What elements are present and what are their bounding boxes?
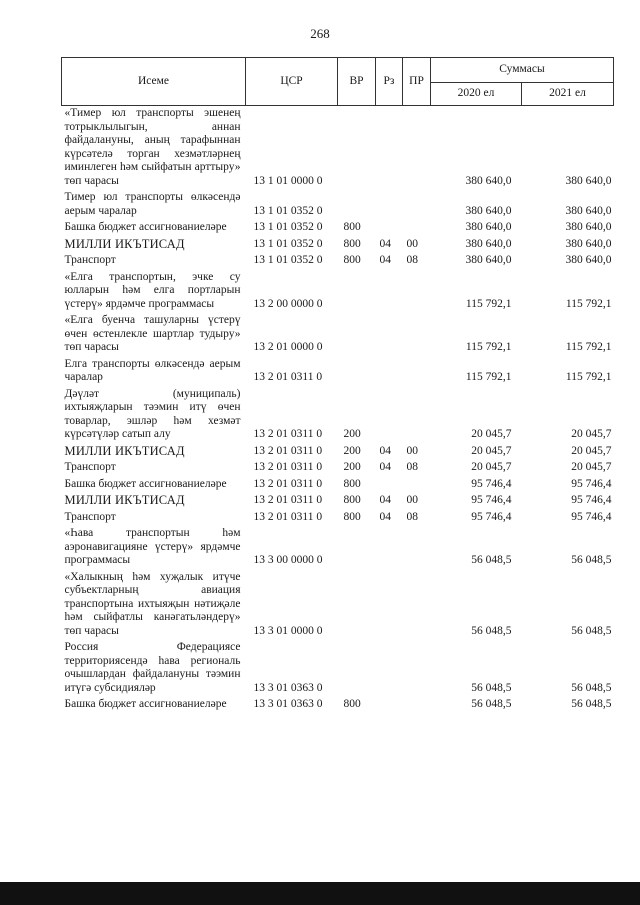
row-rz-code — [376, 357, 403, 387]
row-amount-2021: 95 746,4 — [571, 477, 612, 490]
row-pr-code — [403, 190, 431, 220]
row-rz-code — [376, 526, 403, 570]
row-amount-2020: 95 746,4 — [471, 494, 512, 506]
row-csr-code: 13 2 01 0311 0 — [253, 510, 323, 523]
row-vr-code: 800 — [343, 221, 361, 233]
row-pr-code: 00 — [406, 494, 418, 506]
row-vr-code — [338, 270, 376, 314]
table-row — [62, 477, 614, 494]
row-amount-2020: 56 048,5 — [471, 681, 512, 694]
row-rz-code — [376, 640, 403, 697]
row-csr-code: 13 2 01 0311 0 — [253, 461, 323, 473]
row-amount-2021: 95 746,4 — [571, 510, 612, 523]
row-amount-2020: 380 640,0 — [465, 237, 512, 250]
table-row — [62, 570, 614, 641]
row-csr-code: 13 3 00 0000 0 — [253, 554, 323, 566]
table-row — [62, 237, 614, 254]
row-csr-code: 13 2 01 0311 0 — [253, 444, 323, 457]
row-amount-2020: 380 640,0 — [465, 174, 512, 187]
row-amount-2021: 115 792,1 — [565, 371, 612, 383]
row-amount-2020: 380 640,0 — [465, 221, 512, 233]
header-year-2020: 2020 ел — [431, 83, 522, 106]
row-csr-code: 13 3 01 0363 0 — [253, 698, 323, 710]
row-vr-code: 200 — [343, 461, 361, 473]
header-name: Исеме — [62, 58, 246, 106]
table-row — [62, 460, 614, 477]
row-name: Транспорт — [64, 254, 116, 266]
row-name: Дәүләт (муниципаль) ихтыяҗларын тәэмин итү өчен товарлар, эшләр һәм хезмәт күрсәтүләр сатып алу — [64, 387, 241, 440]
row-amount-2020: 20 045,7 — [471, 428, 512, 440]
row-vr-code: 800 — [343, 494, 361, 506]
table-row — [62, 220, 614, 237]
row-name: МИЛЛИ ИКЪТИСАД — [64, 493, 185, 507]
header-year-2021: 2021 ел — [522, 83, 614, 106]
row-pr-code — [403, 526, 431, 570]
row-amount-2021: 56 048,5 — [571, 624, 612, 637]
row-rz-code — [376, 270, 403, 314]
row-rz-code: 04 — [379, 237, 391, 250]
page-number: 268 — [310, 26, 330, 41]
row-amount-2020: 95 746,4 — [471, 477, 512, 490]
row-amount-2020: 56 048,5 — [471, 698, 512, 710]
row-csr-code: 13 2 01 0311 0 — [253, 494, 323, 506]
row-amount-2020: 20 045,7 — [471, 444, 512, 457]
row-name: МИЛЛИ ИКЪТИСАД — [64, 443, 185, 458]
header-vr: ВР — [338, 58, 376, 106]
row-csr-code: 13 2 01 0000 0 — [253, 341, 323, 353]
row-vr-code: 800 — [343, 698, 361, 710]
table-row — [62, 493, 614, 510]
row-amount-2021: 115 792,1 — [565, 341, 612, 353]
row-vr-code: 800 — [343, 510, 361, 523]
row-amount-2020: 115 792,1 — [465, 341, 512, 353]
row-vr-code — [338, 357, 376, 387]
row-pr-code — [403, 387, 431, 444]
row-vr-code — [338, 190, 376, 220]
row-csr-code: 13 2 01 0311 0 — [253, 428, 323, 440]
row-pr-code — [403, 106, 431, 191]
row-rz-code — [376, 570, 403, 641]
row-amount-2020: 56 048,5 — [471, 554, 512, 566]
row-csr-code: 13 1 01 0352 0 — [253, 254, 323, 266]
row-amount-2020: 115 792,1 — [465, 371, 512, 383]
budget-table — [61, 57, 614, 714]
row-csr-code: 13 3 01 0000 0 — [253, 624, 323, 637]
row-name: Елга транспорты өлкәсендә аерым чаралар — [64, 357, 241, 383]
table-row — [62, 444, 614, 461]
row-name: Транспорт — [64, 461, 116, 473]
row-amount-2021: 380 640,0 — [565, 237, 612, 250]
row-csr-code: 13 2 00 0000 0 — [253, 297, 323, 310]
row-amount-2021: 20 045,7 — [571, 428, 612, 440]
row-pr-code — [403, 640, 431, 697]
table-row — [62, 387, 614, 444]
row-pr-code — [403, 697, 431, 714]
row-amount-2021: 380 640,0 — [565, 204, 612, 217]
row-pr-code: 08 — [406, 510, 418, 523]
row-vr-code — [338, 106, 376, 191]
row-csr-code: 13 1 01 0352 0 — [253, 237, 323, 250]
row-vr-code: 200 — [343, 428, 361, 440]
row-rz-code: 04 — [379, 510, 391, 523]
row-pr-code — [403, 357, 431, 387]
row-pr-code — [403, 313, 431, 357]
row-name: «Халыкның һәм хуҗалык итүче субъектларның авиация транспортына ихтыяҗын нәтиҗәле һәм сыйфатлы канәгатьләндерү» төп чарасы — [64, 570, 241, 637]
table-header — [62, 58, 614, 106]
row-csr-code: 13 1 01 0000 0 — [253, 174, 323, 187]
table-row — [62, 510, 614, 527]
row-rz-code: 04 — [379, 461, 391, 473]
table-row — [62, 313, 614, 357]
row-amount-2021: 380 640,0 — [565, 254, 612, 266]
row-rz-code — [376, 477, 403, 494]
row-name: «Һава транспортын һәм аэронавигацияне үстерү» ярдәмче программасы — [64, 527, 241, 566]
row-pr-code: 00 — [406, 444, 418, 457]
row-amount-2021: 56 048,5 — [571, 681, 612, 694]
row-amount-2021: 380 640,0 — [565, 221, 612, 233]
row-vr-code — [338, 640, 376, 697]
row-pr-code — [403, 220, 431, 237]
row-amount-2020: 56 048,5 — [471, 624, 512, 637]
row-csr-code: 13 3 01 0363 0 — [253, 681, 323, 694]
row-vr-code: 800 — [343, 477, 361, 490]
header-csr: ЦСР — [246, 58, 338, 106]
row-name: Башка бюджет ассигнованиеләре — [64, 698, 227, 710]
header-pr: ПР — [403, 58, 431, 106]
row-name: «Елга транспортын, эчке су юлларын һәм елга портларын үстерү» ярдәмче программасы — [64, 270, 241, 310]
table-row — [62, 270, 614, 314]
table-row — [62, 253, 614, 270]
row-amount-2020: 20 045,7 — [471, 461, 512, 473]
scan-bottom-edge — [0, 882, 640, 905]
row-name: Россия Федерациясе территориясендә һава региональ очышлардан файдалануны тәэмин итүгә субсидияләр — [64, 641, 241, 694]
row-vr-code — [338, 570, 376, 641]
row-amount-2020: 115 792,1 — [465, 297, 512, 310]
header-rz: Рз — [376, 58, 403, 106]
row-vr-code: 800 — [343, 237, 361, 250]
row-rz-code — [376, 697, 403, 714]
row-amount-2021: 380 640,0 — [565, 174, 612, 187]
row-vr-code — [338, 313, 376, 357]
row-rz-code: 04 — [379, 254, 391, 266]
row-name: Тимер юл транспорты өлкәсендә аерым чаралар — [64, 191, 241, 217]
table-row — [62, 190, 614, 220]
row-amount-2021: 56 048,5 — [571, 698, 612, 710]
table-row — [62, 357, 614, 387]
row-amount-2020: 95 746,4 — [471, 510, 512, 523]
row-pr-code: 00 — [406, 237, 418, 250]
row-rz-code: 04 — [379, 444, 391, 457]
row-pr-code: 08 — [406, 254, 418, 266]
row-name: Транспорт — [64, 510, 116, 523]
row-name: МИЛЛИ ИКЪТИСАД — [64, 236, 185, 251]
row-amount-2021: 20 045,7 — [571, 461, 612, 473]
row-amount-2020: 380 640,0 — [465, 254, 512, 266]
row-csr-code: 13 1 01 0352 0 — [253, 221, 323, 233]
row-name: «Тимер юл транспорты эшенең тотрыклылыгын, аннан файдалануны, аның тарафыннан күрсәтелә торган хезмәтләрнең иминлеген һәм сыйфатын арттыру» төп чарасы — [64, 107, 241, 187]
row-amount-2020: 380 640,0 — [465, 204, 512, 217]
row-rz-code — [376, 387, 403, 444]
row-csr-code: 13 2 01 0311 0 — [253, 371, 323, 383]
row-pr-code: 08 — [406, 461, 418, 473]
row-name: Башка бюджет ассигнованиеләре — [64, 221, 227, 233]
row-name: Башка бюджет ассигнованиеләре — [64, 477, 227, 490]
row-amount-2021: 56 048,5 — [571, 554, 612, 566]
table-row — [62, 697, 614, 714]
row-vr-code: 200 — [343, 444, 361, 457]
table-row — [62, 640, 614, 697]
table-row — [62, 526, 614, 570]
row-name: «Елга буенча ташуларны үстерү өчен өстенлекле шартлар тудыру» төп чарасы — [64, 314, 241, 353]
row-csr-code: 13 2 01 0311 0 — [253, 477, 323, 490]
row-amount-2021: 115 792,1 — [565, 297, 612, 310]
row-pr-code — [403, 570, 431, 641]
row-csr-code: 13 1 01 0352 0 — [253, 204, 323, 217]
table-body — [62, 106, 614, 714]
row-rz-code — [376, 106, 403, 191]
row-amount-2021: 95 746,4 — [571, 494, 612, 506]
header-sums: Суммасы — [431, 58, 614, 83]
table-row — [62, 106, 614, 191]
row-amount-2021: 20 045,7 — [571, 444, 612, 457]
row-rz-code — [376, 313, 403, 357]
row-rz-code — [376, 220, 403, 237]
row-rz-code — [376, 190, 403, 220]
row-vr-code — [338, 526, 376, 570]
row-rz-code: 04 — [379, 494, 391, 506]
row-pr-code — [403, 270, 431, 314]
row-pr-code — [403, 477, 431, 494]
row-vr-code: 800 — [343, 254, 361, 266]
